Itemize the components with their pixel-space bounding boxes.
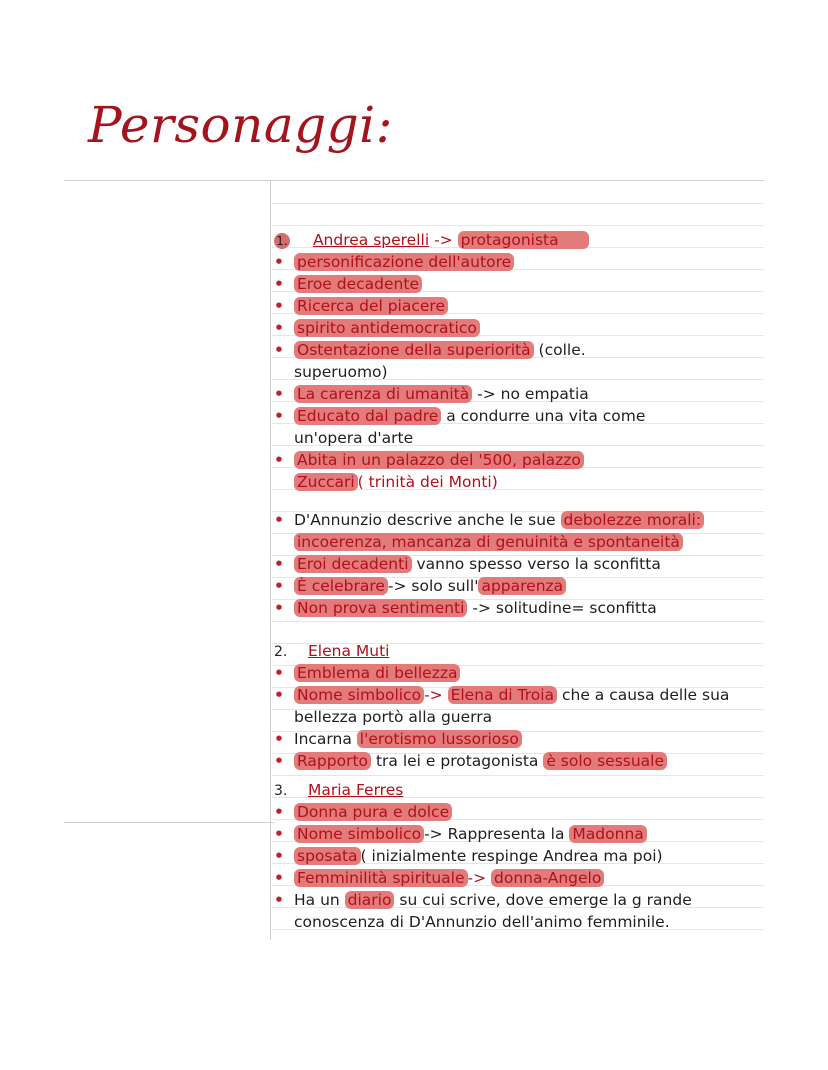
section-1-header xyxy=(274,229,589,251)
text: Incarna xyxy=(294,730,357,748)
list-item-cont xyxy=(274,471,498,493)
bullet-icon: • xyxy=(274,319,284,337)
ruled-line xyxy=(272,225,764,226)
bullet-icon: • xyxy=(274,825,284,843)
text: Ha un xyxy=(294,891,345,909)
character-name: Elena Muti xyxy=(308,642,390,660)
text: su cui scrive, dove emerge la g rande xyxy=(394,891,692,909)
text: bellezza portò alla guerra xyxy=(294,708,493,726)
section-number: 2. xyxy=(274,644,288,660)
list-item xyxy=(274,251,514,273)
text: ( inizialmente respinge Andrea ma poi) xyxy=(360,847,663,865)
highlight: Rapporto xyxy=(294,752,371,770)
list-item xyxy=(274,509,704,531)
highlight: Ricerca del piacere xyxy=(294,297,448,315)
text: superuomo) xyxy=(294,363,388,381)
ruled-line xyxy=(272,621,764,622)
bullet-icon: • xyxy=(274,385,284,403)
list-item xyxy=(274,801,452,823)
text: -> xyxy=(424,686,448,704)
highlight: è solo sessuale xyxy=(543,752,667,770)
list-item xyxy=(274,295,448,317)
bullet-icon: • xyxy=(274,297,284,315)
text: -> solitudine= sconfitta xyxy=(467,599,657,617)
list-item xyxy=(274,449,584,471)
list-item xyxy=(274,405,645,427)
text: -> no empatia xyxy=(472,385,589,403)
list-item xyxy=(274,684,729,706)
text: un'opera d'arte xyxy=(294,429,414,447)
lower-divider xyxy=(64,822,274,823)
bullet-icon: • xyxy=(274,275,284,293)
list-item xyxy=(274,889,692,911)
text: che a causa delle sua xyxy=(557,686,730,704)
highlight: La carenza di umanità xyxy=(294,385,472,403)
ruled-line xyxy=(272,775,764,776)
bullet-icon: • xyxy=(274,555,284,573)
bullet-icon: • xyxy=(274,686,284,704)
highlight: Emblema di bellezza xyxy=(294,664,460,682)
highlight: Non prova sentimenti xyxy=(294,599,467,617)
highlight: incoerenza, mancanza di genuinità e spontaneità xyxy=(294,533,683,551)
list-item-cont xyxy=(274,911,670,933)
list-item xyxy=(274,339,586,361)
character-name: Maria Ferres xyxy=(308,781,404,799)
list-item xyxy=(274,728,522,750)
bullet-icon: • xyxy=(274,599,284,617)
list-item-cont xyxy=(274,531,683,553)
highlight: Eroi decadenti xyxy=(294,555,412,573)
bullet-icon: • xyxy=(274,803,284,821)
page-title: Personaggi: xyxy=(88,96,394,154)
text: D'Annunzio descrive anche le sue xyxy=(294,511,561,529)
highlight: spirito antidemocratico xyxy=(294,319,480,337)
list-item-cont xyxy=(274,361,388,383)
section-number: 1. xyxy=(274,233,290,249)
highlight: protagonista xyxy=(458,231,589,249)
list-item-cont xyxy=(274,427,413,449)
list-item xyxy=(274,867,604,889)
text: (colle. xyxy=(533,341,586,359)
highlight: Femminilità spirituale xyxy=(294,869,468,887)
highlight: Zuccari xyxy=(294,473,358,491)
highlight: Nome simbolico xyxy=(294,686,424,704)
text: conoscenza di D'Annunzio dell'animo femminile. xyxy=(294,913,670,931)
highlight: Madonna xyxy=(569,825,646,843)
highlight: sposata xyxy=(294,847,361,865)
list-item xyxy=(274,845,663,867)
bullet-icon: • xyxy=(274,451,284,469)
highlight: Ostentazione della superiorità xyxy=(294,341,534,359)
bullet-icon: • xyxy=(274,664,284,682)
highlight: l'erotismo lussorioso xyxy=(357,730,522,748)
text: a condurre una vita come xyxy=(441,407,646,425)
bullet-icon: • xyxy=(274,253,284,271)
highlight: debolezze morali: xyxy=(561,511,705,529)
bullet-icon: • xyxy=(274,730,284,748)
highlight: Donna pura e dolce xyxy=(294,803,452,821)
highlight: apparenza xyxy=(478,577,566,595)
section-number: 3. xyxy=(274,783,288,799)
list-item-cont xyxy=(274,706,492,728)
section-2-header xyxy=(274,640,389,662)
highlight: Abita in un palazzo del '500, palazzo xyxy=(294,451,584,469)
highlight: È celebrare xyxy=(294,577,388,595)
highlight: diario xyxy=(345,891,395,909)
highlight: Eroe decadente xyxy=(294,275,422,293)
text: tra lei e protagonista xyxy=(371,752,544,770)
list-item xyxy=(274,317,480,339)
list-item xyxy=(274,750,667,772)
bullet-icon: • xyxy=(274,891,284,909)
bullet-icon: • xyxy=(274,869,284,887)
bullet-icon: • xyxy=(274,847,284,865)
list-item xyxy=(274,575,566,597)
list-item xyxy=(274,383,589,405)
bullet-icon: • xyxy=(274,577,284,595)
bullet-icon: • xyxy=(274,407,284,425)
list-item xyxy=(274,823,647,845)
list-item xyxy=(274,597,657,619)
ruled-line xyxy=(272,203,764,204)
highlight: Educato dal padre xyxy=(294,407,441,425)
list-item xyxy=(274,553,661,575)
highlight: Elena di Troia xyxy=(448,686,557,704)
text: -> Rappresenta la xyxy=(424,825,570,843)
arrow: -> xyxy=(429,231,458,249)
list-item xyxy=(274,273,422,295)
title-divider xyxy=(64,180,764,181)
character-name: Andrea sperelli xyxy=(312,231,430,249)
highlight: donna-Angelo xyxy=(491,869,604,887)
list-item xyxy=(274,662,460,684)
text: -> xyxy=(467,869,492,887)
margin-line xyxy=(270,180,271,940)
highlight: Nome simbolico xyxy=(294,825,424,843)
bullet-icon: • xyxy=(274,511,284,529)
bullet-icon: • xyxy=(274,341,284,359)
section-3-header xyxy=(274,779,403,801)
text: ( trinità dei Monti) xyxy=(357,473,498,491)
bullet-icon: • xyxy=(274,752,284,770)
text: -> solo sull' xyxy=(387,577,479,595)
text: vanno spesso verso la sconfitta xyxy=(411,555,661,573)
highlight: personificazione dell'autore xyxy=(294,253,514,271)
